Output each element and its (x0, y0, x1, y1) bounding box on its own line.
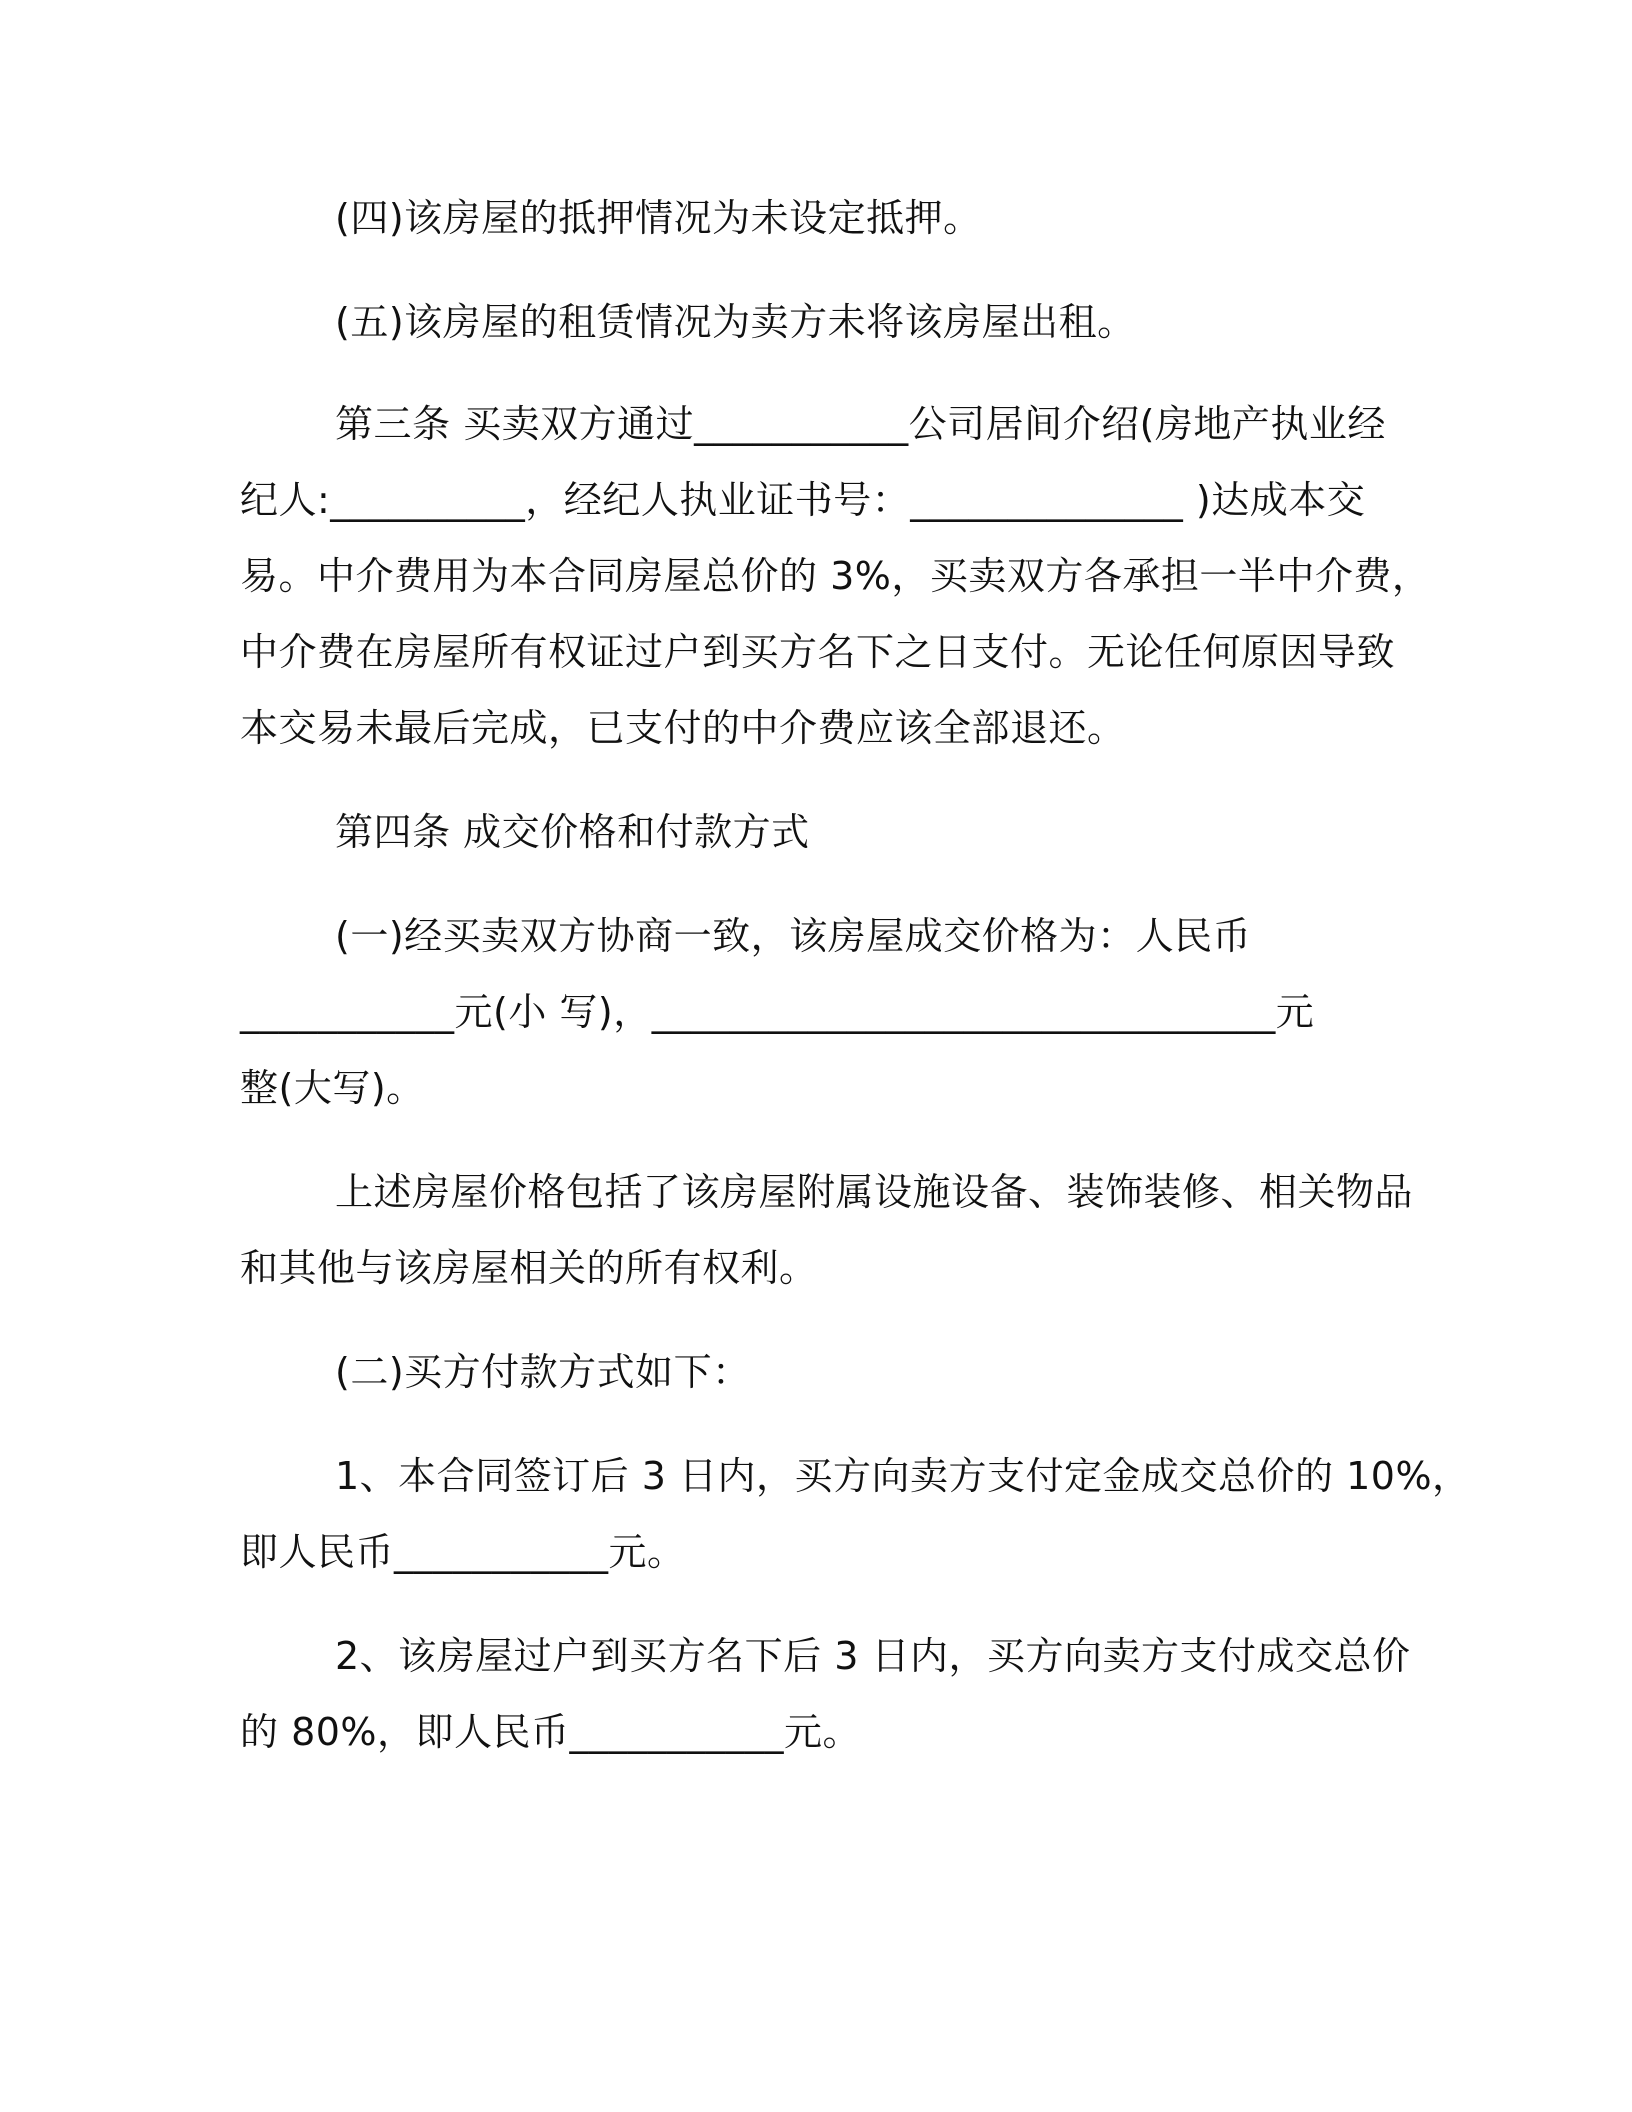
article-3-line-3: 易。中介费用为本合同房屋总价的 3%，买卖双方各承担一半中介费， (240, 554, 1431, 598)
payment-item-2-line-1: 2、该房屋过户到买方名下后 3 日内，买方向卖方支付成交总价 (335, 1634, 1411, 1678)
payment-method-heading: (二)买方付款方式如下： (335, 1350, 751, 1394)
clause-4-5-lease: (五)该房屋的租赁情况为卖方未将该房屋出租。 (335, 300, 1136, 344)
article-3-line-2: 纪人:__________，经纪人执业证书号：______________ )达成本交 (240, 478, 1366, 522)
article-3-line-5: 本交易未最后完成，已支付的中介费应该全部退还。 (240, 706, 1126, 750)
article-3-line-1: 第三条 买卖双方通过___________公司居间介绍(房地产执业经 (335, 402, 1386, 446)
article-3-line-4: 中介费在房屋所有权证过户到买方名下之日支付。无论任何原因导致 (240, 630, 1396, 674)
payment-item-1-line-2: 即人民币___________元。 (240, 1530, 686, 1574)
article-4-heading: 第四条 成交价格和付款方式 (335, 810, 810, 854)
price-clause-line-1: (一)经买卖双方协商一致，该房屋成交价格为：人民币 (335, 914, 1252, 958)
price-clause-line-2: ___________元(小 写)，________________________________元 (240, 990, 1315, 1034)
price-clause-line-3: 整(大写)。 (240, 1066, 425, 1110)
price-includes-line-1: 上述房屋价格包括了该房屋附属设施设备、装饰装修、相关物品 (335, 1170, 1414, 1214)
payment-item-1-line-1: 1、本合同签订后 3 日内，买方向卖方支付定金成交总价的 10%， (335, 1454, 1471, 1498)
clause-4-4-mortgage: (四)该房屋的抵押情况为未设定抵押。 (335, 196, 982, 240)
price-includes-line-2: 和其他与该房屋相关的所有权利。 (240, 1246, 818, 1290)
payment-item-2-line-2: 的 80%，即人民币___________元。 (240, 1710, 862, 1754)
